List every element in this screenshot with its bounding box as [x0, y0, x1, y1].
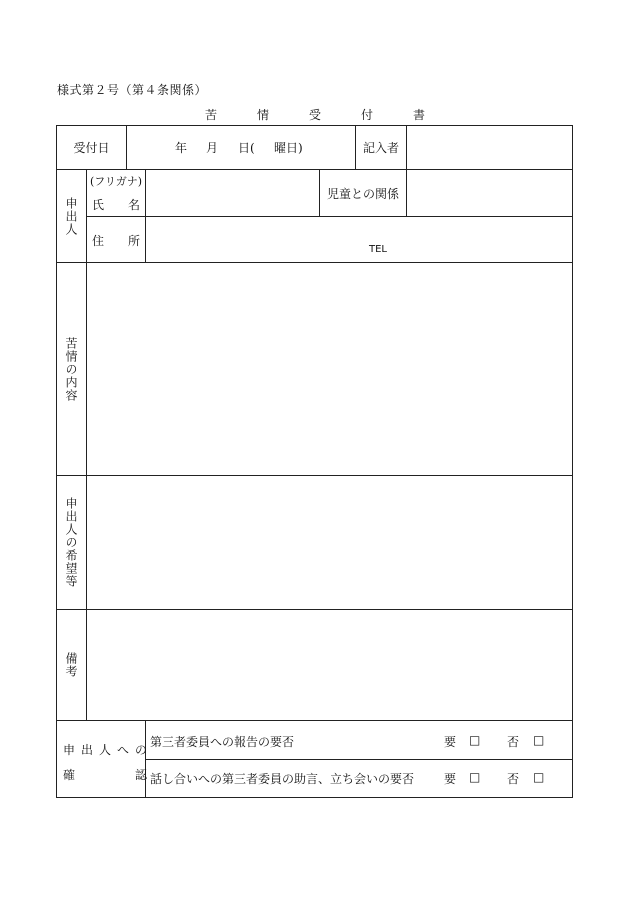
- confirmation-label-line1: 申出人への: [63, 743, 154, 757]
- wishes-field[interactable]: [87, 476, 572, 609]
- q1-no-checkbox[interactable]: □: [533, 733, 545, 747]
- furigana-label: (フリガナ): [90, 175, 143, 188]
- relation-label: 児童との関係: [326, 186, 399, 201]
- name-label: 氏 名: [92, 197, 141, 212]
- question-report: 第三者委員への報告の要否: [150, 735, 295, 749]
- question-meeting: 話し合いへの第三者委員の助言、立ち会いの要否: [150, 772, 415, 786]
- name-field[interactable]: [146, 170, 319, 216]
- form-number: 様式第２号（第４条関係）: [57, 83, 208, 97]
- year-label: 年: [175, 141, 188, 155]
- wishes-label: 申出人の希望等: [64, 497, 78, 588]
- q2-no-checkbox[interactable]: □: [533, 770, 545, 784]
- remarks-field[interactable]: [87, 610, 572, 720]
- applicant-section-label: 申出人: [64, 196, 78, 236]
- q1-no-label: 否: [507, 735, 520, 749]
- address-label: 住 所: [92, 233, 141, 248]
- weekday-label: 曜日): [274, 141, 303, 155]
- q2-yes-label: 要: [444, 772, 457, 786]
- document-title: 苦 情 受 付 書: [204, 108, 439, 122]
- complaint-label: 苦情の内容: [64, 336, 78, 402]
- tel-label: TEL: [369, 244, 387, 255]
- day-label: 日(: [238, 141, 255, 155]
- q2-no-label: 否: [507, 772, 520, 786]
- recorder-field[interactable]: [407, 126, 572, 169]
- confirmation-label-line2: 確 認: [63, 768, 154, 782]
- recorder-label: 記入者: [362, 141, 399, 155]
- complaint-field[interactable]: [87, 263, 572, 475]
- relation-field[interactable]: [407, 170, 572, 216]
- q1-yes-checkbox[interactable]: □: [469, 733, 481, 747]
- month-label: 月: [206, 141, 219, 155]
- q2-yes-checkbox[interactable]: □: [469, 770, 481, 784]
- address-field[interactable]: [146, 217, 572, 262]
- receipt-date-label: 受付日: [73, 141, 110, 155]
- remarks-label: 備考: [64, 652, 78, 678]
- q1-yes-label: 要: [444, 735, 457, 749]
